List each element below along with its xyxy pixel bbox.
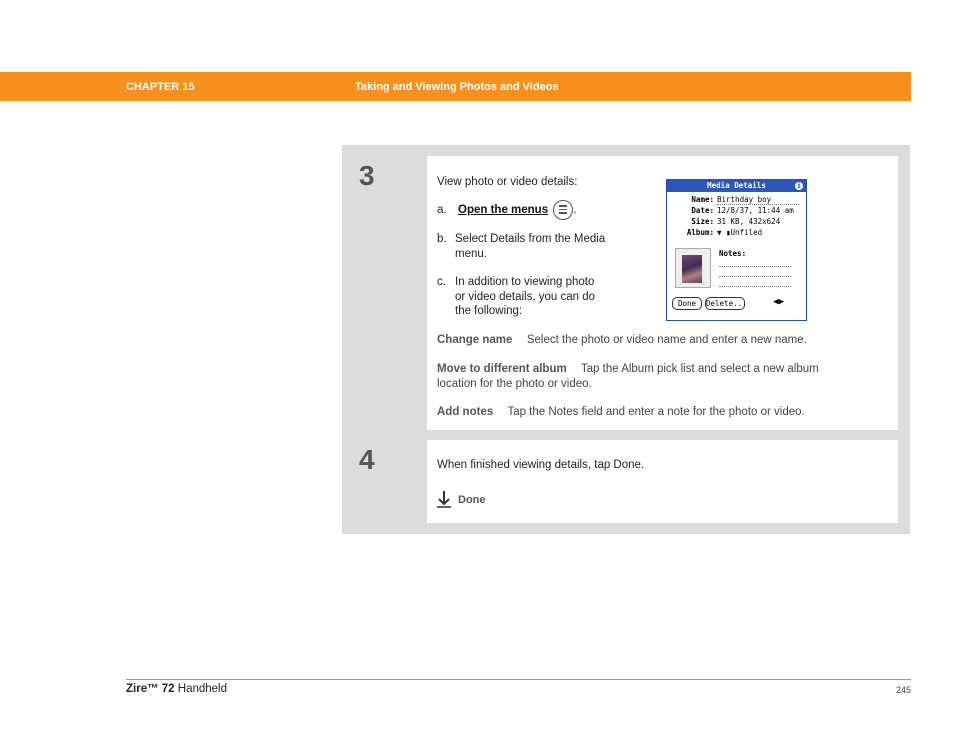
- size-value: 31 KB, 432x624: [717, 217, 781, 226]
- triangle-down-icon: ▼: [717, 228, 722, 237]
- chapter-title: Taking and Viewing Photos and Videos: [355, 81, 559, 93]
- step-number: 4: [359, 444, 375, 475]
- substep-b-line: menu.: [455, 247, 487, 260]
- prev-next-arrows-icon[interactable]: ◀▶: [773, 297, 784, 307]
- notes-line[interactable]: [719, 266, 791, 267]
- item-move-album: [437, 362, 887, 391]
- step-number-column: [353, 440, 427, 523]
- media-details-title: Media Details: [707, 181, 766, 190]
- chapter-label: CHAPTER 15: [126, 81, 195, 93]
- substep-c-line: or video details, you can do: [455, 290, 596, 303]
- substep-c: [437, 275, 446, 290]
- item-add-notes: [437, 405, 887, 420]
- date-label: Date:: [691, 206, 714, 215]
- step-3: [353, 156, 898, 430]
- substep-prefix: a.: [437, 204, 447, 217]
- substep-b-line: Select Details from the Media: [455, 233, 606, 245]
- date-value: 12/8/37, 11:44 am: [717, 206, 794, 215]
- notes-line[interactable]: [719, 286, 791, 287]
- size-row: [667, 217, 780, 226]
- name-value[interactable]: Birthday boy: [717, 195, 772, 204]
- media-details-screenshot: [666, 179, 807, 321]
- notes-label: Notes:: [719, 249, 747, 258]
- item-term: Add notes: [437, 406, 494, 418]
- done-label: Done: [458, 494, 486, 506]
- item-term: Change name: [437, 334, 513, 346]
- size-label: Size:: [691, 217, 714, 226]
- photo-thumbnail: [675, 248, 711, 288]
- substep-c-line: the following:: [455, 305, 523, 317]
- item-term: Move to different album: [437, 363, 567, 375]
- substep-c-text: [455, 275, 595, 319]
- step-intro: View photo or video details:: [437, 176, 578, 188]
- substep-suffix: .: [573, 204, 577, 217]
- footer-product-name: Zire™ 72: [126, 683, 175, 695]
- menu-icon: [553, 200, 573, 220]
- footer-product-suffix: Handheld: [174, 683, 228, 695]
- palm-delete-button[interactable]: Delete...: [706, 299, 747, 308]
- photo-image: [682, 255, 702, 283]
- album-label: Album:: [686, 228, 714, 237]
- item-description: Tap the Notes field and enter a note for the photo or video.: [507, 406, 805, 418]
- album-row: [667, 228, 762, 237]
- steps-panel: [342, 145, 910, 534]
- substep-b: [437, 232, 447, 247]
- substep-prefix: c.: [437, 276, 446, 288]
- palm-done-button[interactable]: Done: [672, 297, 702, 310]
- step-number-column: [353, 156, 427, 430]
- notes-line[interactable]: [719, 276, 791, 277]
- info-icon[interactable]: i: [796, 182, 802, 190]
- album-folder-icon: ▮: [726, 228, 731, 237]
- media-details-titlebar: [667, 180, 806, 192]
- item-description: Tap the Album pick list and select a new album: [580, 363, 819, 375]
- substep-a: [437, 200, 637, 220]
- substep-c-line: In addition to viewing photo: [455, 276, 595, 288]
- step-4-text: When finished viewing details, tap Done.: [437, 459, 645, 471]
- date-row: [667, 206, 794, 215]
- step-number: 3: [359, 160, 375, 191]
- album-value: Unfiled: [730, 228, 763, 237]
- footer-product: [126, 683, 227, 695]
- album-picker[interactable]: [717, 228, 762, 237]
- name-label: Name:: [691, 195, 714, 204]
- footer-divider: [126, 679, 911, 680]
- page-number: 245: [895, 685, 911, 695]
- arrow-down-icon: [437, 490, 451, 508]
- name-underline: [717, 204, 799, 205]
- chapter-header: [0, 72, 911, 101]
- item-description: location for the photo or video.: [437, 377, 592, 390]
- substep-b-text: [455, 232, 605, 261]
- step-4: [353, 440, 898, 523]
- open-menus-link[interactable]: Open the menus: [458, 204, 549, 217]
- item-description: Select the photo or video name and enter a new name.: [526, 334, 807, 346]
- item-change-name: [437, 333, 887, 348]
- name-row: [667, 195, 771, 204]
- substep-prefix: b.: [437, 233, 447, 245]
